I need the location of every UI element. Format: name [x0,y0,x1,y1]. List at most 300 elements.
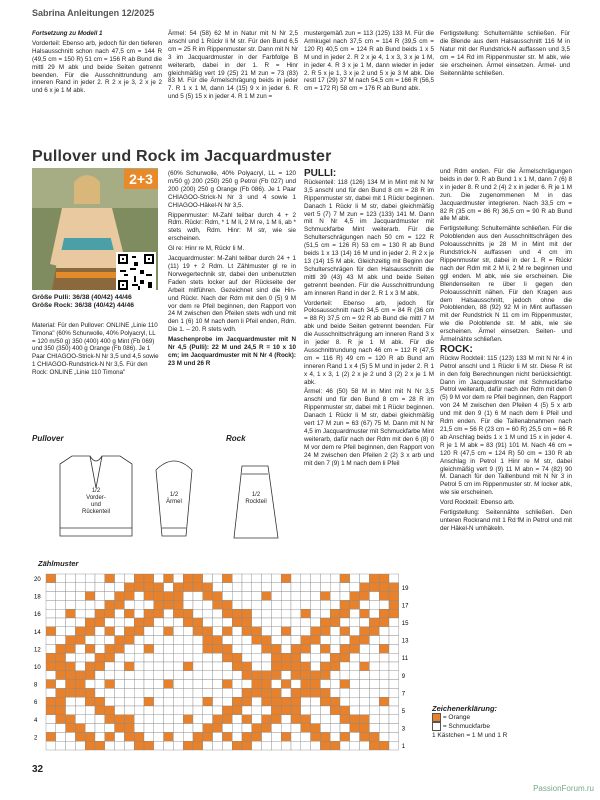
chart-cell [360,618,370,627]
chart-cell [66,653,76,662]
chart-cell [350,609,360,618]
chart-cell [271,653,281,662]
chart-cell [203,609,213,618]
rock-diagram-label: Rock [226,434,246,443]
chart-cell [252,609,262,618]
chart-cell [232,627,242,636]
chart-cell [213,609,223,618]
chart-cell [46,627,56,636]
chart-cell [271,609,281,618]
chart-cell [301,600,311,609]
chart-cell [85,732,95,741]
chart-cell [320,688,330,697]
chart-cell [95,653,105,662]
chart-cell [350,697,360,706]
chart-cell [369,688,379,697]
row-label-left: 18 [34,594,41,601]
chart-cell [242,583,252,592]
chart-cell [164,706,174,715]
chart-cell [85,706,95,715]
col-top-4 [440,30,570,79]
chart-cell [144,662,154,671]
chart-cell [360,600,370,609]
col-top-2 [168,30,298,103]
page-number: 32 [32,764,44,775]
chart-cell [183,618,193,627]
chart-cell [232,724,242,733]
chart-cell [271,741,281,750]
chart-cell [262,644,272,653]
chart-cell [144,583,154,592]
chart-cell [75,680,85,689]
chart-cell [291,644,301,653]
chart-cell [222,741,232,750]
chart-cell [350,574,360,583]
chart-cell [164,583,174,592]
chart-cell [85,715,95,724]
chart-cell [154,583,164,592]
chart-cell [66,706,76,715]
chart-cell [369,583,379,592]
chart-cell [46,732,56,741]
chart-cell [183,583,193,592]
chart-cell [320,732,330,741]
chart-cell [193,644,203,653]
row-label-right: 5 [401,709,406,715]
chart-cell [271,644,281,653]
chart-cell [105,636,115,645]
chart-cell [291,600,301,609]
chart-cell [66,644,76,653]
chart-cell [134,653,144,662]
chart-cell [154,618,164,627]
chart-cell [252,662,262,671]
chart-cell [271,697,281,706]
chart-cell [222,732,232,741]
chart-cell [134,600,144,609]
chart-cell [350,592,360,601]
chart-cell [46,680,56,689]
chart-cell [95,724,105,733]
chart-cell [85,600,95,609]
chart-cell [85,574,95,583]
chart-cell [252,741,262,750]
chart-cell [134,592,144,601]
chart-cell [281,636,291,645]
chart-cell [311,653,321,662]
chart-cell [95,688,105,697]
chart-cell [193,627,203,636]
chart-cell [85,671,95,680]
legend-contrast [432,722,507,731]
chart-cell [232,680,242,689]
chart-cell [134,636,144,645]
chart-cell [75,706,85,715]
chart-cell [281,741,291,750]
chart-cell [222,644,232,653]
chart-cell [262,653,272,662]
chart-cell [311,618,321,627]
chart-cell [95,600,105,609]
chart-cell [222,724,232,733]
chart-cell [134,715,144,724]
chart-cell [144,697,154,706]
chart-cell [320,583,330,592]
chart-cell [291,653,301,662]
chart-cell [134,644,144,653]
chart-cell [105,574,115,583]
chart-cell [389,644,399,653]
chart-cell [173,636,183,645]
chart-cell [124,653,134,662]
chart-cell [213,636,223,645]
chart-cell [242,697,252,706]
chart-cell [164,627,174,636]
chart-cell [144,715,154,724]
rib-pattern: Rippenmuster: M-Zahl teilbar durch 4 + 2 Rdm. Rückr: Rdm, * 1 M li, 2 M re, 1 M li, ab * stets wdh, Rdm. Hinr: M str, wie sie erscheinen. [168,211,296,243]
chart-cell [389,680,399,689]
chart-cell [301,653,311,662]
col-mid-4 [440,168,572,535]
chart-cell [330,671,340,680]
chart-cell [291,583,301,592]
chart-cell [66,697,76,706]
chart-cell [56,671,66,680]
chart-cell [56,627,66,636]
chart-cell [75,618,85,627]
chart-cell [369,618,379,627]
chart-cell [183,724,193,733]
chart-cell [330,732,340,741]
chart-cell [173,671,183,680]
chart-cell [193,653,203,662]
chart-cell [389,671,399,680]
chart-cell [271,724,281,733]
qr-code[interactable] [116,252,156,292]
chart-cell [320,618,330,627]
chart-cell [46,600,56,609]
chart-cell [389,706,399,715]
chart-cell [379,697,389,706]
chart-cell [85,653,95,662]
chart-cell [340,671,350,680]
chart-cell [173,732,183,741]
chart-cell [262,680,272,689]
chart-cell [222,697,232,706]
schematic-diagrams [32,444,432,558]
chart-cell [193,724,203,733]
chart-cell [330,592,340,601]
chart-cell [311,680,321,689]
chart-cell [232,706,242,715]
chart-cell [124,627,134,636]
chart-cell [340,732,350,741]
chart-cell [124,636,134,645]
legend [432,704,507,740]
chart-cell [330,583,340,592]
chart-cell [203,715,213,724]
row-label-right: 3 [401,726,406,733]
chart-cell [379,662,389,671]
chart-cell [350,662,360,671]
chart-cell [144,732,154,741]
chart-cell [193,732,203,741]
chart-cell [46,662,56,671]
row-label-left: 12 [34,647,41,654]
chart-cell [242,574,252,583]
chart-cell [134,706,144,715]
chart-cell [193,583,203,592]
chart-cell [66,583,76,592]
legend-orange-label: = Orange [442,714,471,722]
chart-cell [46,706,56,715]
gauge: Maschenprobe im Jacquardmuster mit N Nr 4,5 (Pulli): 22 M und 24,5 R = 10 x 10 cm; im Jacquardmuster mit N Nr 4 (Rock): 23 M und 26 R [168,336,296,367]
chart-cell [164,592,174,601]
chart-cell [301,662,311,671]
chart-cell [369,697,379,706]
sleeve-l2: Ärmel [166,499,182,505]
chart-cell [66,715,76,724]
chart-cell [252,688,262,697]
chart-cell [369,671,379,680]
chart-cell [301,688,311,697]
chart-cell [320,715,330,724]
chart-cell [360,671,370,680]
chart-cell [154,724,164,733]
chart-cell [75,644,85,653]
chart-cell [213,706,223,715]
chart-cell [311,732,321,741]
chart-cell [262,732,272,741]
chart-cell [379,583,389,592]
chart-cell [193,636,203,645]
chart-cell [379,618,389,627]
chart-cell [115,600,125,609]
chart-cell [330,609,340,618]
chart-cell [134,671,144,680]
chart-cell [85,688,95,697]
chart-cell [56,706,66,715]
chart-cell [291,724,301,733]
chart-cell [320,627,330,636]
chart-cell [144,644,154,653]
chart-cell [311,609,321,618]
chart-cell [213,671,223,680]
chart-cell [95,697,105,706]
chart-cell [56,636,66,645]
chart-cell [164,609,174,618]
chart-cell [203,636,213,645]
chart-cell [164,574,174,583]
chart-cell [56,609,66,618]
row-label-right: 9 [401,673,406,680]
chart-cell [66,688,76,697]
chart-cell [213,644,223,653]
chart-cell [115,618,125,627]
chart-cell [66,732,76,741]
chart-cell [232,600,242,609]
chart-cell [330,680,340,689]
chart-cell [360,662,370,671]
chart-cell [320,706,330,715]
chart-cell [301,574,311,583]
chart-cell [203,574,213,583]
chart-cell [360,706,370,715]
chart-cell [164,697,174,706]
chart-cell [46,671,56,680]
chart-cell [173,741,183,750]
chart-cell [144,609,154,618]
chart-cell [134,741,144,750]
chart-cell [154,697,164,706]
chart-cell [242,653,252,662]
chart-cell [193,715,203,724]
chart-cell [242,627,252,636]
chart-cell [124,644,134,653]
chart-cell [360,680,370,689]
chart-cell [311,583,321,592]
chart-cell [232,644,242,653]
chart-cell [164,636,174,645]
row-label-left: 16 [34,612,41,619]
chart-cell [330,688,340,697]
chart-cell [271,680,281,689]
chart-cell [115,688,125,697]
chart-cell [222,600,232,609]
chart-cell [56,583,66,592]
chart-cell [115,574,125,583]
chart-cell [164,662,174,671]
legend-title: Zeichenerklärung: [432,704,498,713]
chart-cell [301,618,311,627]
chart-cell [291,680,301,689]
chart-cell [232,732,242,741]
chart-cell [291,706,301,715]
chart-cell [389,592,399,601]
chart-cell [85,644,95,653]
chart-cell [330,618,340,627]
front-piece: Vorderteil: Ebenso arb, jedoch für Polosausschnitt nach 34,5 cm = 84 R (36 cm = 88 R) 37,5 cm = 92 R ab Bund die mittl 7 M abk und beide Seiten getrennt beenden. Für die Ausschnittschrägung am inneren Rand 3 x in jeder 8. R je 1 M abk. Für die Ausschnittrundung nach 46 cm = 112 R (47,5 cm = 116 R) 49 cm = 120 R ab Bund am inneren Rand 1 x 4 (5) 5 M und in jeder 2. R 1 x 4, 1 x 3, 1 (2) 2 x je 2 und 3 (2) 2 x je 1 M abk. [304,299,434,386]
chart-cell [369,732,379,741]
chart-cell [134,688,144,697]
material-cont: (60% Schurwolle, 40% Polyacryl, LL = 120 m/50 g) 200 (250) 250 g Petrol (Fb 027) und 200 (200) 250 g Orange (Fb 086). Je 1 Paar CHIAGOO-Strick-N Nr 3 und 4 sowie 1 CHIAGOO-Häkel-N Nr 3,5. [168,170,296,209]
chart-cell [271,636,281,645]
row-label-right: 13 [401,638,409,645]
chart-cell [222,592,232,601]
chart-cell [252,697,262,706]
chart-cell [193,609,203,618]
chart-cell [301,592,311,601]
chart-cell [75,688,85,697]
chart-cell [271,592,281,601]
chart-cell [262,609,272,618]
chart-cell [183,574,193,583]
chart-cell [154,653,164,662]
chart-cell [154,732,164,741]
chart-cell [379,724,389,733]
back-piece: Rückenteil: 118 (126) 134 M in Mint mit N Nr 3,5 anschl und für den Bund 8 cm = 28 R im Rippenmuster str, dabei mit 1 Rückr beginnen. Danach 1 Rückr li M str, dabei gleichmäßig vert 5 (7) 7 M zun = 123 (133) 141 M. Dann mit N Nr 4,5 im Jacquardmuster mit Schmuckfarbe Mint weiterarb. Für die Schulterschrägungen nach 50 cm = 122 R (51,5 cm = 126 R) 53 cm = 130 R ab Bund beids 1 x 13 (14) 16 M und in jeder 2. R 2 x je 13 (14) 15 M abk. Gleichzeitig mit Beginn der Schulterschrägen für den Halsausschnitt die mittl 39 (43) 43 M abk und beide Seiten getrennt beenden. Für die Ausschnittrundung am inneren Rand in der 2. R 1 x 3 M abk. [304,178,434,297]
chart-cell [222,715,232,724]
chart-cell [124,741,134,750]
chart-cell [66,600,76,609]
chart-cell [242,724,252,733]
chart-cell [311,600,321,609]
chart-cell [369,636,379,645]
chart-cell [46,715,56,724]
chart-cell [291,636,301,645]
chart-cell [379,688,389,697]
chart-cell [389,627,399,636]
sizes [32,294,134,311]
chart-cell [281,574,291,583]
rock-heading: ROCK: [440,343,473,355]
chart-cell [222,706,232,715]
chart-cell [183,680,193,689]
chart-cell [232,715,242,724]
chart-cell [134,618,144,627]
chart-cell [124,724,134,733]
chart-cell [389,688,399,697]
chart-cell [379,706,389,715]
chart-cell [203,724,213,733]
size-rock: Größe Rock: 36/38 (40/42) 44/46 [32,302,135,310]
chart-cell [291,592,301,601]
chart-cell [173,680,183,689]
chart-cell [252,583,262,592]
chart-cell [281,644,291,653]
chart-cell [213,583,223,592]
chart-cell [105,583,115,592]
chart-cell [340,574,350,583]
chart-cell [193,662,203,671]
chart-cell [144,636,154,645]
chart-cell [232,741,242,750]
chart-cell [134,662,144,671]
chart-cell [164,644,174,653]
chart-cell [46,609,56,618]
front-back-l4: Rückenteil [81,509,111,515]
chart-cell [95,644,105,653]
chart-cell [75,715,85,724]
chart-cell [340,697,350,706]
chart-cell [350,636,360,645]
chart-cell [105,732,115,741]
chart-cell [144,741,154,750]
chart-cell [379,653,389,662]
chart-cell [291,715,301,724]
chart-cell [144,680,154,689]
front-back-l1: 1/2 [91,488,101,494]
chart-cell [379,600,389,609]
chart-cell [134,724,144,733]
chart-cell [56,600,66,609]
chart-cell [46,741,56,750]
chart-cell [115,592,125,601]
chart-cell [124,715,134,724]
chart-cell [144,574,154,583]
rock-part-l2: Rockteil [245,499,267,505]
chart-cell [183,706,193,715]
chart-cell [115,680,125,689]
chart-cell [350,583,360,592]
chart-cell [379,680,389,689]
sleeve-piece: Ärmel: 46 (50) 58 M in Mint mit N Nr 3,5 anschl und für den Bund 8 cm = 28 R im Rippenmuster str, dabei mit 1 Rückr beginnen. Danach 1 Rückr li M str, dabei gleichmäßig vert 17 M zun = 63 (67) 75 M. Dann mit N Nr 4,5 im Jacquardmuster mit Schmuckfarbe Mint weiterarb, dafür nach der Rdm mit den 6 (8) 0 M vor dem re Pfeil beginnen, den Rapport von 24 M zwischen den Pfeilen 2 (2) 3 x arb und mit den 7 (9) 1 M nach dem li Pfeil [304,388,434,467]
chart-cell [262,574,272,583]
chart-cell [271,600,281,609]
chart-cell [389,653,399,662]
sleeve-text: Ärmel: 54 (58) 62 M in Natur mit N Nr 2,5 anschl und 1 Rückr li M str. Für den Bund 6,5 cm = 25 R im Rippenmuster str. Dann mit N Nr 3 im Jacquardmuster in der Farbfolge B weiterarb, dabei in der 1. R = Hinr gleichmäßig vert 19 (25) 21 M zun = 73 (83) 83 M. Für die Ärmelschrägung beids in jeder 7. R 1 x 1 M, dann 14 (15) 9 x in jeder 6. R und 5 (5) 15 x in jeder 4. R 1 M zun = [168,30,298,101]
chart-cell [134,680,144,689]
